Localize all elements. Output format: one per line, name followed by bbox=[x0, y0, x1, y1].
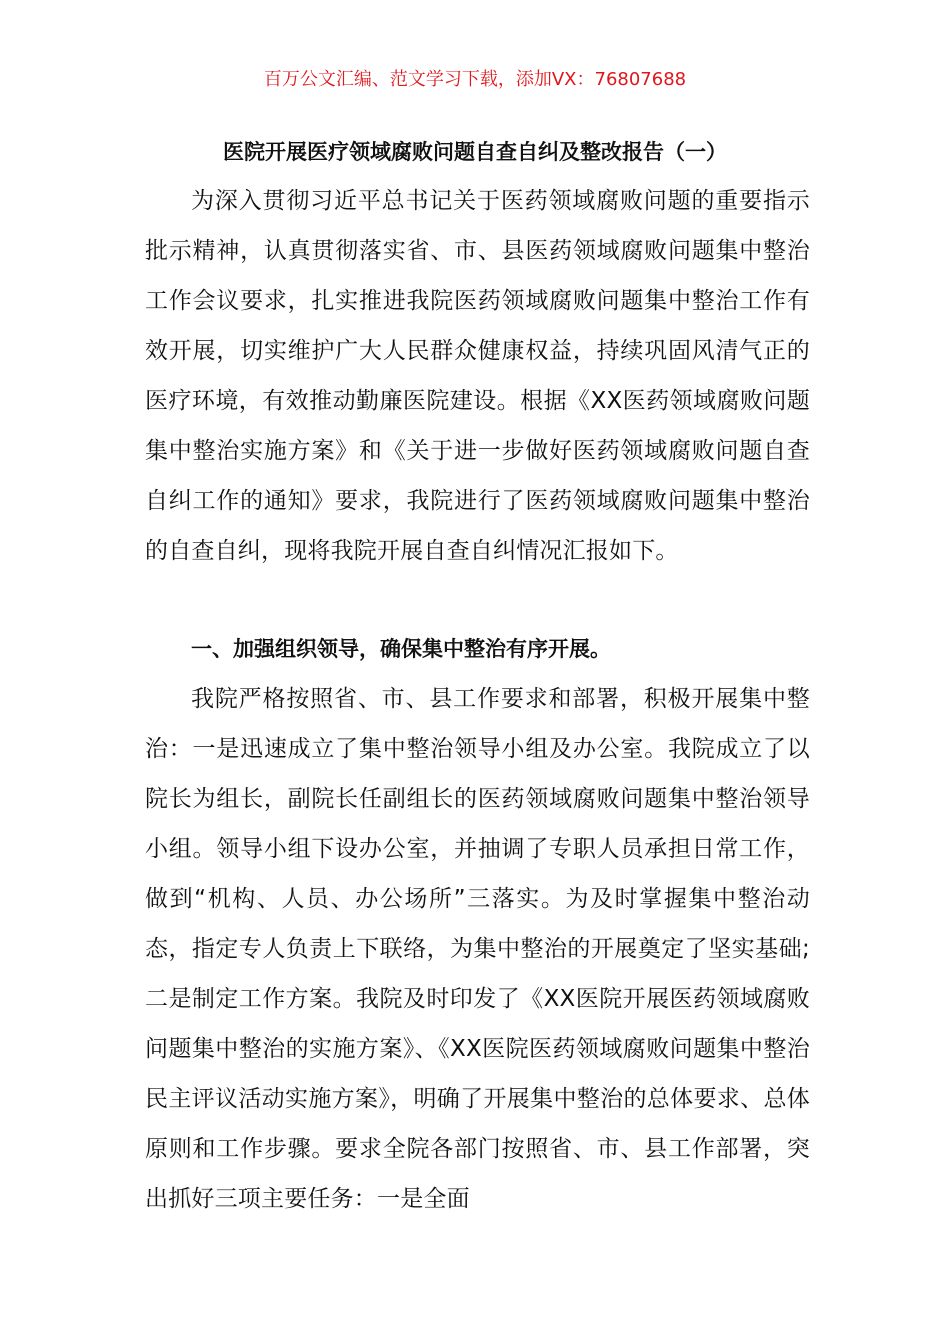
intro-section bbox=[145, 176, 810, 576]
intro-paragraph: 为深入贯彻习近平总书记关于医药领域腐败问题的重要指示批示精神，认真贯彻落实省、市、县医药领域腐败问题集中整治工作会议要求，扎实推进我院医药领域腐败问题集中整治工作有效开展，切实维护广大人民群众健康权益，持续巩固风清气正的医疗环境，有效推动勤廉医院建设。根据《XX医药领域腐败问题集中整治实施方案》和《关于进一步做好医药领域腐败问题自查自纠工作的通知》要求，我院进行了医药领域腐败问题集中整治的自查自纠，现将我院开展自查自纠情况汇报如下。 bbox=[145, 188, 810, 564]
header-watermark-note: 百万公文汇编、范文学习下载，添加VX：76807688 bbox=[263, 69, 687, 90]
document-title: 医院开展医疗领域腐败问题自查自纠及整改报告（一） bbox=[223, 140, 727, 164]
section-1-paragraph: 我院严格按照省、市、县工作要求和部署，积极开展集中整治：一是迅速成立了集中整治领导小组及办公室。我院成立了以院长为组长，副院长任副组长的医药领域腐败问题集中整治领导小组。领导小组下设办公室，并抽调了专职人员承担日常工作，做到“机构、人员、办公场所”三落实。为及时掌握集中整治动态，指定专人负责上下联络，为集中整治的开展奠定了坚实基础;二是制定工作方案。我院及时印发了《XX医院开展医药领域腐败问题集中整治的实施方案》、《XX医院医药领域腐败问题集中整治民主评议活动实施方案》，明确了开展集中整治的总体要求、总体原则和工作步骤。要求全院各部门按照省、市、县工作部署，突出抓好三项主要任务：一是全面 bbox=[145, 686, 810, 1212]
section-1-heading: 一、加强组织领导，确保集中整治有序开展。 bbox=[191, 637, 611, 661]
section-1 bbox=[145, 624, 810, 1224]
